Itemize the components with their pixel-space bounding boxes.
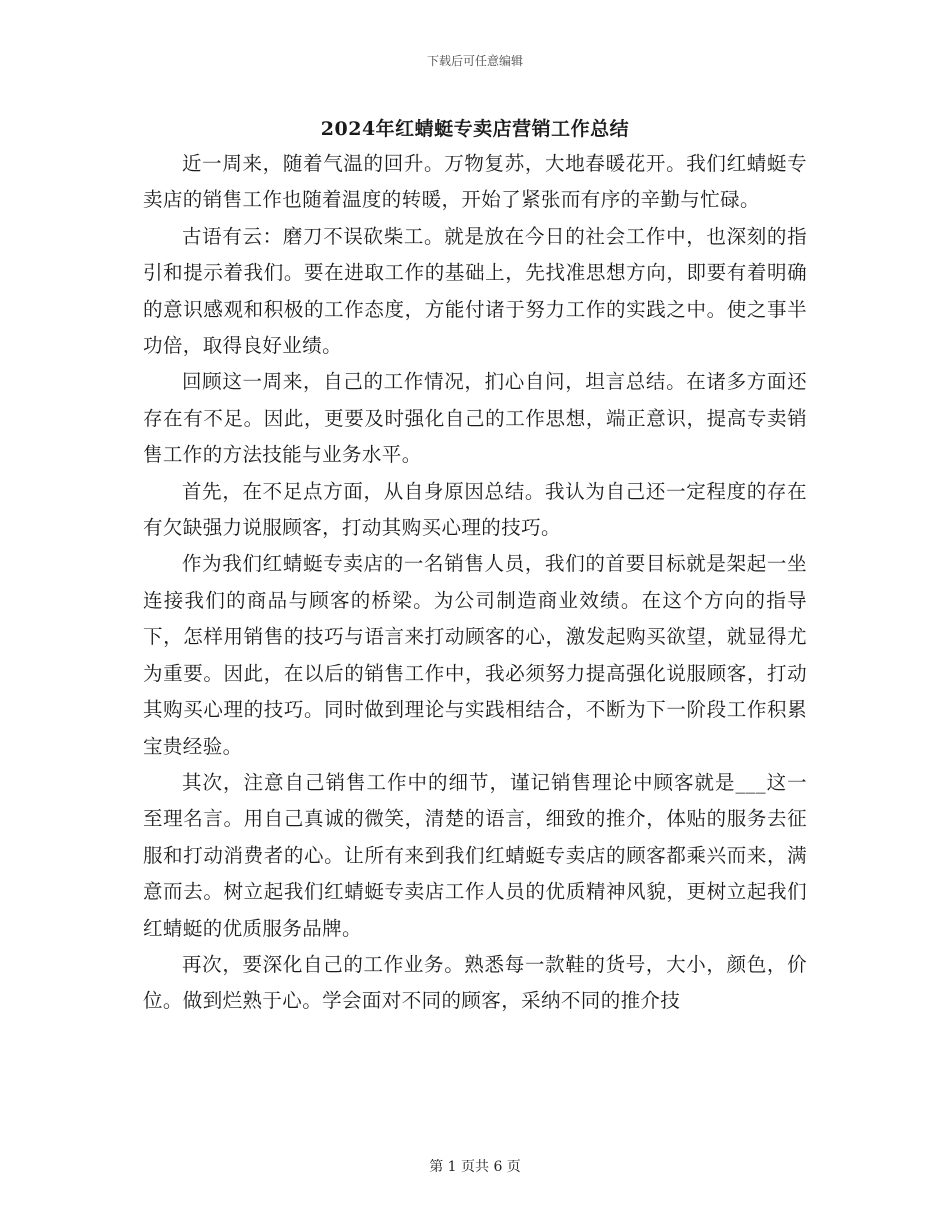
page-number-footer: 第 1 页共 6 页 — [429, 1159, 521, 1175]
header-note: 下载后可任意编辑 — [426, 54, 523, 68]
paragraph-first: 首先，在不足点方面，从自身原因总结。我认为自己还一定程度的存在有欠缺强力说服顾客，打动其购买心理的技巧。 — [143, 479, 807, 540]
paragraph-review: 回顾这一周来，自己的工作情况，扪心自问，坦言总结。在诸多方面还存在有不足。因此，更要及时强化自己的工作思想，端正意识，提高专卖销售工作的方法技能与业务水平。 — [143, 370, 807, 467]
paragraph-third: 再次，要深化自己的工作业务。熟悉每一款鞋的货号，大小，颜色，价位。做到烂熟于心。学会面对不同的顾客，采纳不同的推介技 — [143, 952, 807, 1013]
paragraph-second: 其次，注意自己销售工作中的细节，谨记销售理论中顾客就是___这一至理名言。用自己真诚的微笑，清楚的语言，细致的推介，体贴的服务去征服和打动消费者的心。让所有来到我们红蜻蜓专卖店的顾客都乘兴而来，满意而去。树立起我们红蜻蜓专卖店工作人员的优质精神风貌，更树立起我们红蜻蜓的优质服务品牌。 — [143, 770, 807, 940]
paragraph-proverb: 古语有云：磨刀不误砍柴工。就是放在今日的社会工作中，也深刻的指引和提示着我们。要在进取工作的基础上，先找准思想方向，即要有着明确的意识感观和积极的工作态度，方能付诸于努力工作的实践之中。使之事半功倍，取得良好业绩。 — [143, 224, 807, 358]
document-body — [143, 146, 807, 1020]
paragraph-intro: 近一周来，随着气温的回升。万物复苏，大地春暖花开。我们红蜻蜓专卖店的销售工作也随着温度的转暖，开始了紧张而有序的辛勤与忙碌。 — [143, 152, 807, 212]
document-title: 2024年红蜻蜓专卖店营销工作总结 — [320, 118, 630, 140]
paragraph-role: 作为我们红蜻蜓专卖店的一名销售人员，我们的首要目标就是架起一坐连接我们的商品与顾客的桥梁。为公司制造商业效绩。在这个方向的指导下，怎样用销售的技巧与语言来打动顾客的心，激发起购买欲望，就显得尤为重要。因此，在以后的销售工作中，我必须努力提高强化说服顾客，打动其购买心理的技巧。同时做到理论与实践相结合，不断为下一阶段工作积累宝贵经验。 — [143, 552, 807, 758]
